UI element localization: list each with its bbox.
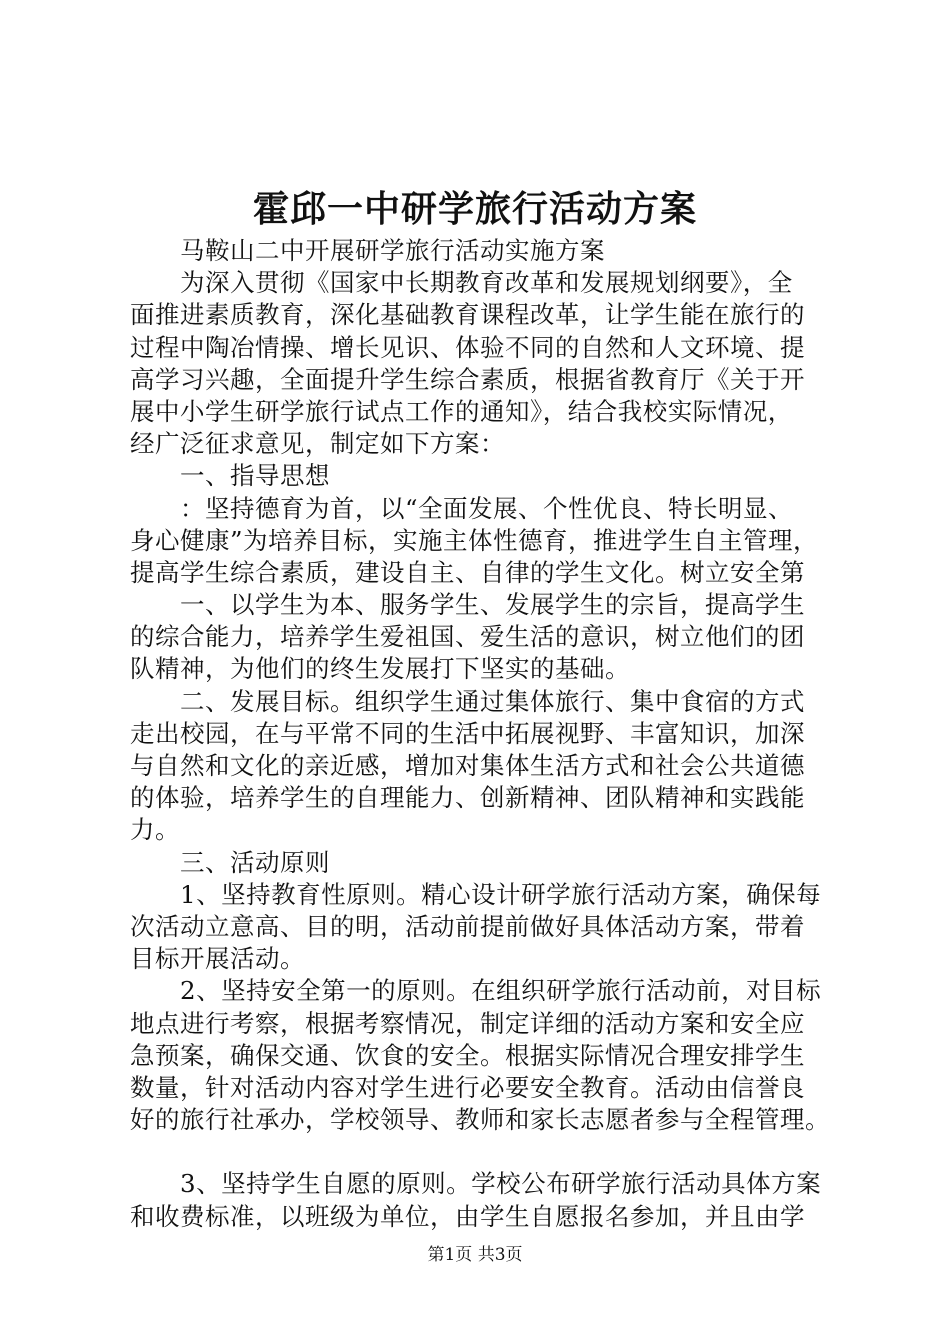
body-line: 的综合能力，培养学生爱祖国、爱生活的意识，树立他们的团 (130, 622, 805, 652)
body-line: 地点进行考察，根据考察情况，制定详细的活动方案和安全应 (130, 1008, 805, 1038)
body-line: 好的旅行社承办，学校领导、教师和家长志愿者参与全程管理。 (130, 1105, 830, 1135)
body-line: 次活动立意高、目的明，活动前提前做好具体活动方案，带着 (130, 911, 805, 941)
paragraph-gap (130, 1136, 840, 1168)
body-line: 2、坚持安全第一的原则。在组织研学旅行活动前，对目标 (130, 976, 822, 1006)
body-line: 面推进素质教育，深化基础教育课程改革，让学生能在旅行的 (130, 300, 805, 330)
body-line: 展中小学生研学旅行试点工作的通知》，结合我校实际情况， (130, 396, 793, 426)
body-line: 高学习兴趣，全面提升学生综合素质，根据省教育厅《关于开 (130, 364, 805, 394)
body-line: 马鞍山二中开展研学旅行活动实施方案 (130, 236, 605, 265)
document-body (130, 235, 840, 1233)
body-line: 二、发展目标。组织学生通过集体旅行、集中食宿的方式 (130, 686, 805, 716)
body-line: 和收费标准，以班级为单位，由学生自愿报名参加，并且由学 (130, 1201, 805, 1231)
body-line: ：坚持德育为首，以“全面发展、个性优良、特长明显、 (130, 493, 794, 523)
body-line: 目标开展活动。 (130, 944, 305, 974)
body-line: 队精神，为他们的终生发展打下坚实的基础。 (130, 654, 630, 684)
section-heading: 一、指导思想 (130, 461, 330, 491)
body-line: 经广泛征求意见，制定如下方案： (130, 429, 505, 459)
body-line: 走出校园，在与平常不同的生活中拓展视野、丰富知识，加深 (130, 718, 805, 748)
body-line: 为深入贯彻《国家中长期教育改革和发展规划纲要》，全 (130, 268, 793, 298)
body-line: 一、以学生为本、服务学生、发展学生的宗旨，提高学生 (130, 590, 805, 620)
body-line: 力。 (130, 815, 180, 845)
section-heading: 三、活动原则 (130, 847, 330, 877)
body-line: 1、坚持教育性原则。精心设计研学旅行活动方案，确保每 (130, 879, 822, 909)
page-number-footer: 第1页 共3页 (427, 1245, 523, 1265)
body-line: 的体验，培养学生的自理能力、创新精神、团队精神和实践能 (130, 783, 805, 813)
body-line: 3、坚持学生自愿的原则。学校公布研学旅行活动具体方案 (130, 1169, 822, 1199)
body-line: 与自然和文化的亲近感，增加对集体生活方式和社会公共道德 (130, 751, 805, 780)
document-title: 霍邱一中研学旅行活动方案 (252, 188, 697, 230)
body-line: 急预案，确保交通、饮食的安全。根据实际情况合理安排学生 (130, 1040, 805, 1070)
body-line: 提高学生综合素质，建设自主、自律的学生文化。树立安全第 (130, 557, 805, 587)
body-line: 身心健康”为培养目标，实施主体性德育，推进学生自主管理， (130, 525, 819, 555)
body-line: 数量，针对活动内容对学生进行必要安全教育。活动由信誉良 (130, 1072, 805, 1102)
body-line: 过程中陶冶情操、增长见识、体验不同的自然和人文环境、提 (130, 332, 805, 362)
